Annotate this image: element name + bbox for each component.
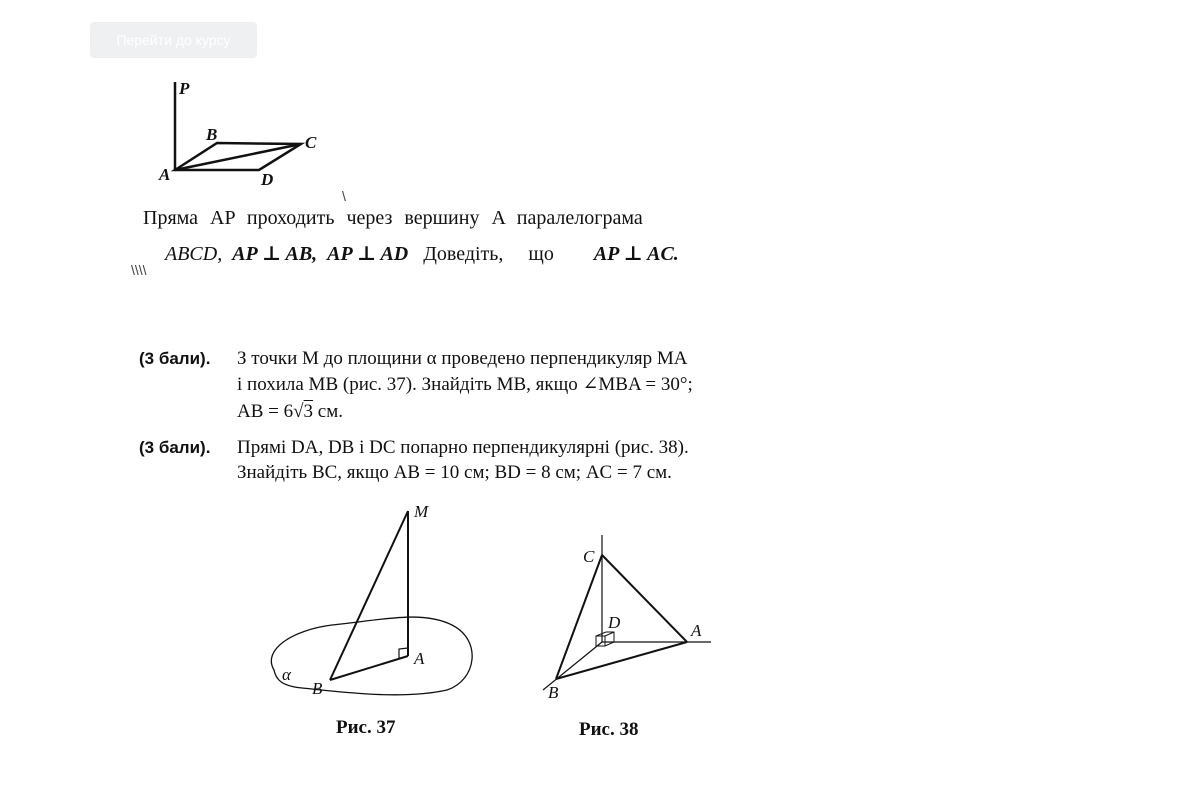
figure-parallelogram-ap bbox=[150, 78, 350, 203]
label-c: C bbox=[583, 547, 595, 566]
problem2-line3: AB = 6√3 см. bbox=[237, 401, 344, 422]
problem1-cond2: AP ⊥ AD bbox=[327, 243, 409, 265]
label-b: B bbox=[206, 125, 218, 144]
label-b: B bbox=[312, 679, 323, 698]
label-c: C bbox=[305, 133, 317, 152]
problem1-abcd: ABCD, bbox=[165, 243, 223, 265]
problem1-line2 bbox=[165, 241, 679, 266]
figure-37-caption: Рис. 37 bbox=[336, 717, 396, 738]
problem2-line2: і похила MB (рис. 37). Знайдіть MB, якщо ∠MBA = 30°; bbox=[237, 374, 693, 395]
problem1-that: що bbox=[528, 243, 554, 265]
label-m: M bbox=[414, 502, 429, 521]
label-a: A bbox=[414, 649, 425, 668]
problem1-line1: Пряма AP проходить через вершину A паралелограма bbox=[143, 207, 643, 229]
problem1-cond1: AP ⊥ AB, bbox=[232, 243, 318, 265]
problem2-points: (3 бали). bbox=[139, 349, 211, 368]
figure-38-caption: Рис. 38 bbox=[579, 719, 639, 740]
label-a: A bbox=[691, 621, 702, 640]
problem3-line2: Знайдіть BC, якщо AB = 10 см; BD = 8 см; AC = 7 см. bbox=[237, 462, 672, 483]
figure-38 bbox=[535, 530, 725, 700]
problem2-line1: З точки M до площини α проведено перпендикуляр MA bbox=[237, 348, 688, 369]
label-p: P bbox=[179, 79, 190, 98]
label-d: D bbox=[261, 170, 274, 189]
problem3-points: (3 бали). bbox=[139, 438, 211, 457]
scan-artifact: \ bbox=[342, 188, 346, 204]
figure-37 bbox=[262, 500, 482, 700]
problem1-prove: Доведіть, bbox=[423, 243, 504, 265]
go-to-course-button[interactable]: Перейти до курсу bbox=[90, 22, 257, 58]
problem3-line1: Прямі DA, DB і DC попарно перпендикулярні (рис. 38). bbox=[237, 437, 689, 458]
label-b: B bbox=[548, 683, 559, 702]
scan-artifact: \\\\ bbox=[131, 262, 147, 278]
label-d: D bbox=[608, 613, 621, 632]
label-a: A bbox=[159, 165, 171, 184]
label-alpha: α bbox=[282, 665, 291, 684]
problem1-goal: AP ⊥ AC. bbox=[593, 243, 679, 265]
